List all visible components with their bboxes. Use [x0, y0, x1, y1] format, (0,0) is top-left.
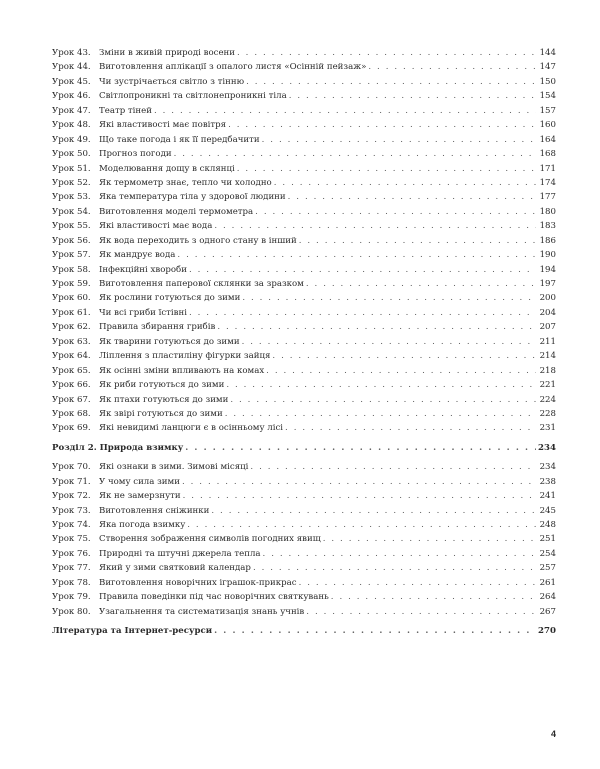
toc-entry — [52, 89, 556, 103]
lesson-number: Урок 68. — [52, 408, 91, 419]
lesson-title: Чи зустрічається світло з тінню — [99, 76, 245, 87]
lesson-page: 197 — [539, 279, 556, 289]
lesson-page: 241 — [539, 491, 556, 502]
toc-entry — [52, 277, 556, 291]
toc-entry — [52, 234, 556, 248]
toc-entry — [52, 349, 556, 363]
toc-entry — [52, 421, 556, 435]
lesson-page: 261 — [539, 577, 556, 588]
dot-leader — [262, 133, 536, 147]
lesson-number: Урок 64. — [52, 351, 91, 362]
lesson-page: 254 — [539, 548, 556, 559]
references-title: Література та Інтернет-ресурси — [52, 626, 213, 637]
lesson-page: 186 — [539, 235, 556, 246]
lesson-number: Урок 44. — [52, 62, 91, 73]
dot-leader — [214, 219, 536, 233]
lesson-title: Виготовлення новорічних іграшок-прикрас — [99, 577, 297, 588]
lesson-number: Урок 51. — [52, 163, 91, 174]
lesson-title: Зміни в живій природі восени — [99, 48, 235, 58]
lesson-number: Урок 63. — [52, 336, 91, 347]
lesson-number: Урок 62. — [52, 322, 91, 333]
lesson-title: Який у зими святковий календар — [99, 563, 251, 574]
lesson-number: Урок 67. — [52, 394, 91, 405]
lesson-number: Урок 78. — [52, 577, 91, 588]
toc-entry — [52, 162, 556, 176]
dot-leader — [253, 561, 536, 575]
lesson-page: 157 — [539, 105, 556, 116]
lesson-number: Урок 52. — [52, 177, 91, 188]
lesson-page: 200 — [539, 293, 556, 304]
lesson-page: 144 — [539, 48, 556, 58]
lesson-number: Урок 73. — [52, 505, 91, 516]
lesson-title: Як мандрує вода — [99, 250, 176, 261]
lesson-title: Ліплення з пластиліну фігурки зайця — [99, 351, 271, 362]
lesson-page: 221 — [539, 380, 556, 391]
lesson-page: 177 — [539, 192, 556, 203]
toc-entry — [52, 176, 556, 190]
lesson-title: Як тварини готуються до зими — [99, 336, 240, 347]
dot-leader — [237, 46, 536, 60]
lesson-title: Як осінні зміни впливають на комах — [99, 365, 265, 376]
dot-leader — [211, 504, 536, 518]
dot-leader — [154, 104, 536, 118]
dot-leader — [182, 475, 536, 489]
toc-entry — [52, 133, 556, 147]
lesson-number: Урок 46. — [52, 91, 91, 102]
toc-entry — [52, 489, 556, 503]
lesson-page: 267 — [539, 606, 556, 617]
lesson-number: Урок 61. — [52, 307, 91, 318]
lesson-page: 204 — [539, 307, 556, 318]
toc-entry — [52, 291, 556, 305]
lesson-number: Урок 60. — [52, 293, 91, 304]
dot-leader — [299, 576, 536, 590]
lesson-page: 171 — [539, 163, 556, 174]
dot-leader — [242, 335, 536, 349]
dot-leader — [242, 291, 536, 305]
lesson-title: Як риби готуються до зими — [99, 380, 225, 391]
lesson-page: 207 — [539, 322, 556, 333]
lesson-title: Світлопроникні та світлонепроникні тіла — [99, 91, 287, 102]
dot-leader — [217, 320, 536, 334]
dot-leader — [263, 547, 536, 561]
lesson-number: Урок 76. — [52, 548, 91, 559]
dot-leader — [185, 441, 536, 455]
lesson-page: 150 — [539, 76, 556, 87]
lesson-title: Виготовлення паперової склянки за зразком — [99, 279, 304, 289]
dot-leader — [368, 60, 536, 74]
lesson-list-autumn — [52, 46, 556, 436]
lesson-number: Урок 56. — [52, 235, 91, 246]
dot-leader — [183, 489, 536, 503]
toc-entry — [52, 561, 556, 575]
lesson-title: Виготовлення аплікації з опалого листя «Осінній пейзаж» — [99, 62, 367, 73]
toc-entry — [52, 590, 556, 604]
dot-leader — [274, 176, 536, 190]
lesson-number: Урок 53. — [52, 192, 91, 203]
toc-entry — [52, 576, 556, 590]
dot-leader — [187, 518, 536, 532]
lesson-page: 224 — [539, 394, 556, 405]
lesson-title: Правила поведінки під час новорічних святкувань — [99, 592, 329, 603]
lesson-title: Які властивості має повітря — [99, 120, 227, 131]
dot-leader — [306, 605, 536, 619]
lesson-page: 174 — [539, 177, 556, 188]
toc-entry — [52, 504, 556, 518]
dot-leader — [266, 364, 536, 378]
lesson-number: Урок 75. — [52, 534, 91, 545]
lesson-title: Яка погода взимку — [99, 520, 186, 530]
lesson-page: 231 — [539, 423, 556, 434]
toc-entry — [52, 205, 556, 219]
lesson-number: Урок 77. — [52, 563, 91, 574]
dot-leader — [214, 624, 536, 638]
lesson-page: 160 — [539, 120, 556, 131]
dot-leader — [289, 89, 536, 103]
lesson-number: Урок 65. — [52, 365, 91, 376]
dot-leader — [226, 378, 536, 392]
dot-leader — [331, 590, 536, 604]
toc-entry — [52, 147, 556, 161]
toc-entry — [52, 605, 556, 619]
toc-entry — [52, 118, 556, 132]
dot-leader — [189, 306, 536, 320]
lesson-page: 190 — [539, 250, 556, 261]
dot-leader — [255, 205, 536, 219]
toc-entry — [52, 518, 556, 532]
lesson-number: Урок 45. — [52, 76, 91, 87]
lesson-title: Прогноз погоди — [99, 149, 172, 160]
lesson-title: Що таке погода і як її передбачити — [99, 134, 260, 145]
lesson-page: 154 — [539, 91, 556, 102]
dot-leader — [272, 349, 536, 363]
lesson-number: Урок 69. — [52, 423, 91, 434]
lesson-page: 183 — [539, 221, 556, 232]
lesson-title: Правила збирання грибів — [99, 322, 216, 333]
section-page: 234 — [538, 442, 556, 453]
lesson-page: 214 — [539, 351, 556, 362]
lesson-title: Створення зображення символів погодних явищ — [99, 534, 321, 545]
lesson-number: Урок 74. — [52, 520, 91, 530]
dot-leader — [230, 393, 536, 407]
toc-entry — [52, 532, 556, 546]
lesson-title: Як вода переходить з одного стану в інший — [99, 235, 297, 246]
section-heading — [52, 441, 556, 455]
lesson-title: Яка температура тіла у здорової людини — [99, 192, 286, 203]
lesson-number: Урок 72. — [52, 491, 91, 502]
lesson-number: Урок 70. — [52, 462, 91, 473]
lesson-title: Інфекційні хвороби — [99, 264, 187, 275]
lesson-number: Урок 80. — [52, 606, 91, 617]
toc-entry — [52, 306, 556, 320]
references-heading — [52, 624, 556, 638]
lesson-number: Урок 47. — [52, 105, 91, 116]
toc-entry — [52, 263, 556, 277]
lesson-number: Урок 66. — [52, 380, 91, 391]
lesson-title: Як рослини готуються до зими — [99, 293, 241, 304]
table-of-contents — [52, 46, 556, 644]
lesson-title: Які ознаки в зими. Зимові місяці — [99, 462, 249, 473]
lesson-page: 238 — [539, 476, 556, 487]
dot-leader — [189, 263, 536, 277]
lesson-number: Урок 50. — [52, 149, 91, 160]
lesson-page: 211 — [539, 336, 556, 347]
dot-leader — [288, 190, 536, 204]
lesson-number: Урок 43. — [52, 48, 91, 58]
lesson-title: Які невидимі ланцюги є в осінньому лісі — [99, 423, 284, 434]
lesson-page: 251 — [539, 534, 556, 545]
section-title: Розділ 2. Природа взимку — [52, 442, 184, 453]
dot-leader — [228, 118, 536, 132]
lesson-page: 180 — [539, 206, 556, 217]
dot-leader — [174, 147, 536, 161]
toc-entry — [52, 393, 556, 407]
toc-entry — [52, 104, 556, 118]
lesson-page: 248 — [539, 520, 556, 530]
toc-entry — [52, 46, 556, 60]
lesson-number: Урок 54. — [52, 206, 91, 217]
toc-entry — [52, 248, 556, 262]
lesson-page: 228 — [539, 408, 556, 419]
lesson-title: У чому сила зими — [99, 476, 180, 487]
lesson-title: Як не замерзнути — [99, 491, 181, 502]
lesson-page: 194 — [539, 264, 556, 275]
dot-leader — [250, 460, 536, 474]
dot-leader — [237, 162, 536, 176]
dot-leader — [306, 277, 536, 291]
dot-leader — [323, 532, 536, 546]
toc-entry — [52, 190, 556, 204]
lesson-page: 234 — [539, 462, 556, 473]
lesson-number: Урок 59. — [52, 279, 91, 289]
lesson-number: Урок 57. — [52, 250, 91, 261]
dot-leader — [246, 75, 536, 89]
lesson-page: 218 — [539, 365, 556, 376]
lesson-title: Узагальнення та систематизація знань учнів — [99, 606, 305, 617]
lesson-title: Виготовлення сніжинки — [99, 505, 210, 516]
toc-entry — [52, 378, 556, 392]
lesson-number: Урок 49. — [52, 134, 91, 145]
lesson-title: Чи всі гриби їстівні — [99, 307, 187, 318]
lesson-page: 147 — [539, 62, 556, 73]
lesson-page: 257 — [539, 563, 556, 574]
lesson-title: Як звірі готуються до зими — [99, 408, 223, 419]
toc-entry — [52, 219, 556, 233]
toc-entry — [52, 407, 556, 421]
lesson-list-winter — [52, 460, 556, 619]
lesson-number: Урок 71. — [52, 476, 91, 487]
lesson-page: 168 — [539, 149, 556, 160]
lesson-page: 264 — [539, 592, 556, 603]
lesson-number: Урок 55. — [52, 221, 91, 232]
references-page: 270 — [538, 626, 556, 637]
lesson-title: Які властивості має вода — [99, 221, 213, 232]
page-number: 4 — [550, 729, 556, 739]
lesson-title: Як птахи готуються до зими — [99, 394, 229, 405]
lesson-title: Моделювання дощу в склянці — [99, 163, 235, 174]
lesson-title: Природні та штучні джерела тепла — [99, 548, 261, 559]
dot-leader — [225, 407, 536, 421]
toc-entry — [52, 364, 556, 378]
lesson-title: Виготовлення моделі термометра — [99, 206, 254, 217]
toc-entry — [52, 335, 556, 349]
lesson-title: Як термометр знає, тепло чи холодно — [99, 177, 272, 188]
toc-entry — [52, 460, 556, 474]
toc-entry — [52, 75, 556, 89]
dot-leader — [177, 248, 536, 262]
toc-entry — [52, 60, 556, 74]
lesson-number: Урок 79. — [52, 592, 91, 603]
toc-entry — [52, 320, 556, 334]
lesson-title: Театр тіней — [99, 105, 152, 116]
lesson-number: Урок 58. — [52, 264, 91, 275]
toc-entry — [52, 547, 556, 561]
dot-leader — [299, 234, 536, 248]
lesson-page: 245 — [539, 505, 556, 516]
dot-leader — [285, 421, 536, 435]
toc-entry — [52, 475, 556, 489]
lesson-page: 164 — [539, 134, 556, 145]
lesson-number: Урок 48. — [52, 120, 91, 131]
